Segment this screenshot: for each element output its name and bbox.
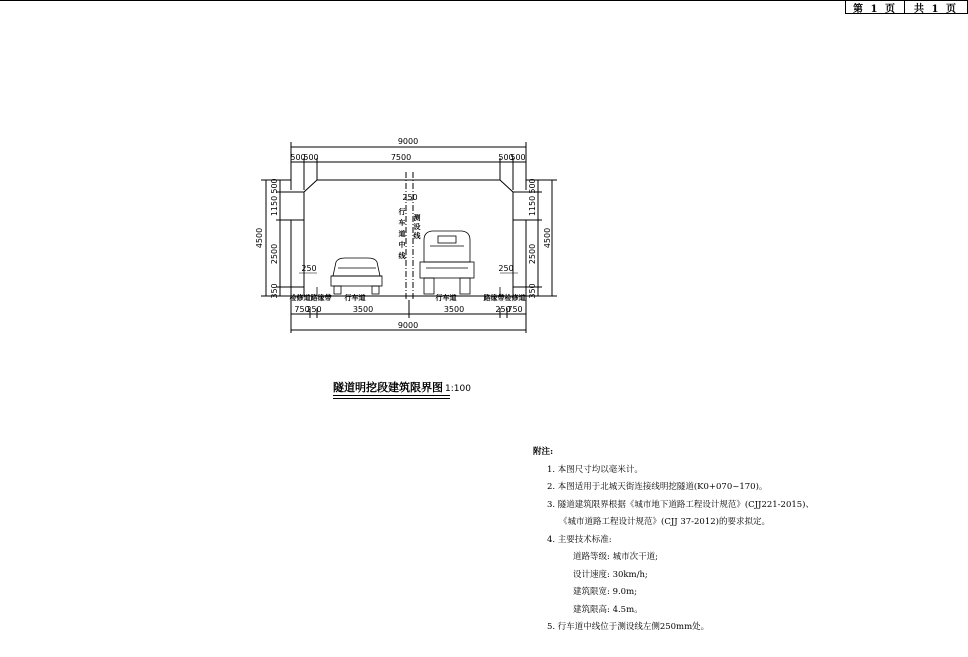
dim-left-seg-3: 2500 bbox=[270, 243, 279, 265]
dim-top-seg-1: 500 bbox=[290, 153, 306, 162]
note-item: 设计速度: 30km/h; bbox=[573, 569, 648, 580]
dim-right-seg-2: 1150 bbox=[528, 195, 537, 217]
dim-top-seg-2: 500 bbox=[303, 153, 319, 162]
dim-bottom-seg-3: 3500 bbox=[352, 305, 374, 314]
dim-bottom-seg-1: 750 bbox=[294, 305, 310, 314]
bottom-label-lane-left: 行车道 bbox=[344, 293, 366, 302]
bottom-label-lane-right: 行车道 bbox=[435, 293, 457, 302]
dim-left-seg-1: 500 bbox=[270, 178, 279, 194]
survey-label: 测设线 bbox=[413, 213, 421, 240]
dim-top-seg-3: 7500 bbox=[390, 153, 412, 162]
offset-250-left: 250 bbox=[301, 264, 317, 273]
page-total-box: 共 1 页 bbox=[904, 0, 968, 14]
note-item: 3. 隧道建筑限界根据《城市地下道路工程设计规范》(CJJ221-2015)、 bbox=[547, 499, 814, 510]
note-item: 1. 本图尺寸均以毫米计。 bbox=[547, 464, 643, 475]
bottom-label-maintenance-right: 检修道 bbox=[504, 293, 526, 302]
dim-bottom-overall-text: 9000 bbox=[397, 321, 419, 330]
note-item: 建筑限宽: 9.0m; bbox=[573, 587, 638, 597]
note-item: 4. 主要技术标准: bbox=[547, 534, 612, 545]
dim-bottom-seg-6: 750 bbox=[507, 305, 523, 314]
dim-right-seg-3: 2500 bbox=[528, 243, 537, 265]
notes-heading: 附注: bbox=[533, 447, 554, 457]
bottom-label-kerb-left: 路缘带 bbox=[310, 293, 332, 302]
dim-bottom-seg-2: 250 bbox=[306, 305, 322, 314]
note-item: 建筑限高: 4.5m。 bbox=[573, 604, 643, 615]
offset-250-top: 250 bbox=[402, 193, 418, 202]
page-current-box: 第 1 页 bbox=[845, 0, 905, 14]
dim-top-overall-text: 9000 bbox=[397, 137, 419, 146]
drawing-title bbox=[333, 379, 471, 395]
dim-right-overall-text: 4500 bbox=[543, 227, 552, 249]
dim-top-seg-5: 500 bbox=[510, 153, 526, 162]
dim-bottom-seg-5: 250 bbox=[495, 305, 511, 314]
notes-block bbox=[533, 444, 814, 637]
note-item: 道路等级: 城市次干道; bbox=[573, 552, 658, 562]
dim-right-seg-4: 350 bbox=[528, 283, 537, 299]
dim-left-overall-text: 4500 bbox=[255, 227, 264, 249]
dim-top-seg-4: 500 bbox=[498, 153, 514, 162]
note-item: 《城市道路工程设计规范》(CJJ 37-2012)的要求拟定。 bbox=[559, 517, 770, 527]
centerline-label: 行车道中线 bbox=[398, 207, 406, 260]
truck-icon bbox=[420, 231, 474, 294]
drawing-title-text: 隧道明挖段建筑限界图 bbox=[333, 381, 443, 394]
note-item: 5. 行车道中线位于测设线左侧250mm处。 bbox=[547, 622, 710, 632]
car-icon bbox=[331, 258, 382, 294]
dim-right-seg-1: 500 bbox=[528, 178, 537, 194]
dim-left-seg-4: 350 bbox=[270, 283, 279, 299]
dim-bottom-seg-4: 3500 bbox=[443, 305, 465, 314]
bottom-label-maintenance-left: 检修道 bbox=[289, 293, 311, 302]
drawing-scale: 1:100 bbox=[445, 384, 471, 394]
offset-250-right: 250 bbox=[498, 264, 514, 273]
dim-left-seg-2: 1150 bbox=[270, 195, 279, 217]
note-item: 2. 本图适用于北城天街连接线明挖隧道(K0+070~170)。 bbox=[547, 482, 768, 492]
bottom-label-kerb-right: 路缘带 bbox=[483, 293, 505, 302]
